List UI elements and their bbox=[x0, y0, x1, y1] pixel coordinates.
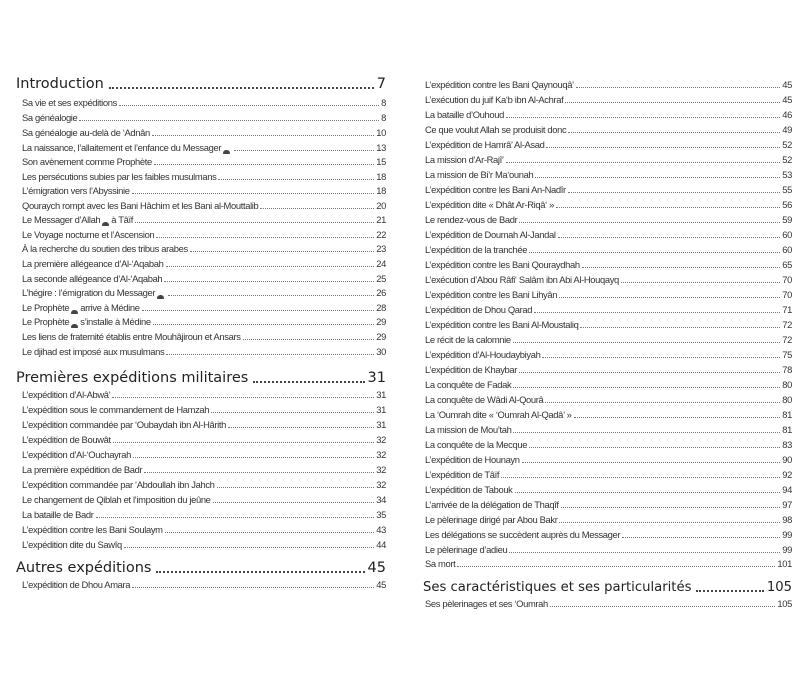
leader-dots bbox=[190, 251, 374, 252]
page-number: 32 bbox=[376, 479, 386, 490]
entry-title: La naissance, l’allaitement et l’enfance du Messager bbox=[22, 142, 222, 153]
toc-entry bbox=[22, 96, 386, 109]
leader-dots bbox=[556, 207, 780, 208]
entry-title: Sa généalogie au-delà de ‘Adnân bbox=[22, 127, 150, 138]
page-number: 52 bbox=[782, 154, 792, 165]
toc-entry bbox=[425, 213, 792, 226]
entry-title: Le changement de Qiblah et l’imposition du jeûne bbox=[22, 494, 211, 505]
page-number: 24 bbox=[376, 258, 386, 269]
entry-title: Le rendez-vous de Badr bbox=[425, 214, 518, 225]
salutation-icon bbox=[157, 295, 164, 299]
section-title: Ses caractéristiques et ses particularités bbox=[423, 580, 692, 595]
toc-entry bbox=[425, 138, 792, 151]
toc-entry bbox=[425, 243, 792, 256]
salutation-icon bbox=[102, 222, 109, 226]
leader-dots bbox=[559, 297, 780, 298]
entry-title: L’expédition d’Al-Houdaybiyah bbox=[425, 349, 541, 360]
page-number: 81 bbox=[782, 424, 792, 435]
toc-entry bbox=[22, 286, 386, 299]
toc-entry bbox=[22, 111, 386, 124]
leader-dots bbox=[135, 222, 374, 223]
page-number: 32 bbox=[376, 449, 386, 460]
toc-entry bbox=[425, 333, 792, 346]
page-number: 105 bbox=[766, 580, 792, 595]
toc-entry bbox=[425, 258, 792, 271]
toc-entry bbox=[425, 468, 792, 481]
leader-dots bbox=[218, 179, 374, 180]
page-number: 21 bbox=[376, 214, 386, 225]
salutation-icon bbox=[223, 150, 230, 154]
toc-entry bbox=[425, 438, 792, 451]
leader-dots bbox=[109, 87, 374, 89]
entry-title: La mission d’Ar-Rajî’ bbox=[425, 154, 504, 165]
entry-title: Le récit de la calomnie bbox=[425, 334, 511, 345]
toc-entry bbox=[22, 478, 386, 491]
page-number: 94 bbox=[782, 484, 792, 495]
entry-title: Qouraych rompt avec les Bani Hâchim et les Bani al-Mouttalib bbox=[22, 200, 259, 211]
leader-dots bbox=[519, 372, 780, 373]
leader-dots bbox=[519, 222, 780, 223]
page-number: 26 bbox=[376, 287, 386, 298]
entry-title: L’expédition contre les Bani Al-Moustaliq bbox=[425, 319, 579, 330]
toc-entry bbox=[22, 170, 386, 183]
entry-title: Le Voyage nocturne et l’Ascension bbox=[22, 229, 155, 240]
page-number: 99 bbox=[782, 529, 792, 540]
page-number: 29 bbox=[376, 331, 386, 342]
entry-title: L’expédition de Tabouk bbox=[425, 484, 513, 495]
toc-entry bbox=[22, 126, 386, 139]
salutation-icon bbox=[71, 310, 78, 314]
entry-title: Le pèlerinage dirigé par Abou Bakr bbox=[425, 514, 558, 525]
toc-entry bbox=[425, 393, 792, 406]
section-title: Introduction bbox=[16, 76, 104, 92]
page-number: 22 bbox=[376, 229, 386, 240]
leader-dots bbox=[529, 447, 780, 448]
page-number: 80 bbox=[782, 394, 792, 405]
entry-title-continued: arrive à Médine bbox=[80, 302, 140, 313]
toc-entry bbox=[22, 301, 386, 314]
toc-entry bbox=[22, 448, 386, 461]
leader-dots bbox=[156, 571, 364, 573]
leader-dots bbox=[253, 381, 364, 383]
page-number: 8 bbox=[381, 97, 386, 108]
entry-title: L’expédition de Dhou Qarad bbox=[425, 304, 533, 315]
toc-entry bbox=[22, 155, 386, 168]
page-number: 97 bbox=[782, 499, 792, 510]
leader-dots bbox=[545, 402, 780, 403]
page-number: 75 bbox=[782, 349, 792, 360]
leader-dots bbox=[513, 342, 781, 343]
entry-title: Ce que voulut Allah se produisit donc bbox=[425, 124, 567, 135]
page-number: 59 bbox=[782, 214, 792, 225]
entry-title: La seconde allégeance d’Al-‘Aqabah bbox=[22, 273, 163, 284]
leader-dots bbox=[112, 397, 374, 398]
leader-dots bbox=[96, 517, 375, 518]
toc-entry bbox=[22, 388, 386, 401]
page-number: 45 bbox=[782, 79, 792, 90]
page-number: 65 bbox=[782, 259, 792, 270]
toc-entry bbox=[425, 348, 792, 361]
leader-dots bbox=[513, 387, 780, 388]
toc-entry bbox=[425, 228, 792, 241]
leader-dots bbox=[558, 237, 781, 238]
page-number: 31 bbox=[376, 404, 386, 415]
leader-dots bbox=[568, 132, 780, 133]
leader-dots bbox=[622, 537, 780, 538]
entry-title: À la recherche du soutien des tribus arabes bbox=[22, 243, 188, 254]
leader-dots bbox=[546, 147, 780, 148]
page-number: 15 bbox=[376, 156, 386, 167]
leader-dots bbox=[166, 266, 375, 267]
toc-entry bbox=[22, 508, 386, 521]
leader-dots bbox=[156, 237, 374, 238]
page-number: 49 bbox=[782, 124, 792, 135]
toc-entry bbox=[425, 408, 792, 421]
leader-dots bbox=[550, 606, 776, 607]
entry-title: La conquête de Fadak bbox=[425, 379, 512, 390]
page-number: 98 bbox=[782, 514, 792, 525]
section-title: Premières expéditions militaires bbox=[16, 370, 249, 386]
toc-section bbox=[423, 578, 792, 597]
toc-entry bbox=[425, 273, 792, 286]
entry-title: Le djihad est imposé aux musulmans bbox=[22, 346, 165, 357]
leader-dots bbox=[580, 327, 780, 328]
page-number: 13 bbox=[376, 142, 386, 153]
page-number: 80 bbox=[782, 379, 792, 390]
page-number: 25 bbox=[376, 273, 386, 284]
page-number: 43 bbox=[376, 524, 386, 535]
entry-title: Sa vie et ses expéditions bbox=[22, 97, 117, 108]
entry-title: La conquête de Wâdi Al-Qourâ bbox=[425, 394, 544, 405]
salutation-icon bbox=[71, 324, 78, 328]
page-number: 31 bbox=[376, 389, 386, 400]
leader-dots bbox=[559, 522, 780, 523]
toc-entry bbox=[425, 498, 792, 511]
entry-title: Sa mort bbox=[425, 558, 456, 569]
entry-title: Ses pèlerinages et ses ‘Oumrah bbox=[425, 598, 548, 609]
leader-dots bbox=[513, 432, 780, 433]
leader-dots bbox=[534, 312, 780, 313]
toc-entry bbox=[22, 403, 386, 416]
toc-entry bbox=[425, 108, 792, 121]
toc-entry bbox=[425, 528, 792, 541]
toc-entry bbox=[22, 523, 386, 536]
page-number: 31 bbox=[376, 419, 386, 430]
entry-title: L’expédition d’Al-‘Ouchayrah bbox=[22, 449, 132, 460]
entry-title: La bataille de Badr bbox=[22, 509, 94, 520]
entry-title: Les délégations se succèdent auprès du Messager bbox=[425, 529, 621, 540]
entry-title: L’expédition contre les Bani Qaynouqâ’ bbox=[425, 79, 574, 90]
leader-dots bbox=[568, 192, 780, 193]
entry-title: Les persécutions subies par les faibles musulmans bbox=[22, 171, 217, 182]
page-number: 71 bbox=[782, 304, 792, 315]
page-number: 28 bbox=[376, 302, 386, 313]
toc-entry bbox=[22, 141, 386, 154]
entry-title: Son avènement comme Prophète bbox=[22, 156, 152, 167]
entry-title: L’expédition contre les Bani An-Nadîr bbox=[425, 184, 566, 195]
toc-entry bbox=[425, 303, 792, 316]
leader-dots bbox=[154, 164, 374, 165]
entry-title: Le Prophète bbox=[22, 302, 70, 313]
leader-dots bbox=[506, 162, 781, 163]
page-number: 45 bbox=[782, 94, 792, 105]
entry-title: Le Messager d’Allah bbox=[22, 214, 101, 225]
leader-dots bbox=[574, 417, 781, 418]
toc-entry bbox=[425, 597, 792, 610]
entry-title: Sa généalogie bbox=[22, 112, 78, 123]
leader-dots bbox=[152, 135, 374, 136]
page-number: 52 bbox=[782, 139, 792, 150]
page-number: 44 bbox=[376, 539, 386, 550]
page-number: 55 bbox=[782, 184, 792, 195]
leader-dots bbox=[132, 587, 374, 588]
toc-entry bbox=[425, 318, 792, 331]
leader-dots bbox=[260, 208, 374, 209]
page-number: 92 bbox=[782, 469, 792, 480]
entry-title: L’expédition d’Al-Abwâ’ bbox=[22, 389, 111, 400]
entry-title: L’expédition commandée par ‘Abdoullah ibn Jahch bbox=[22, 479, 215, 490]
leader-dots bbox=[582, 267, 781, 268]
leader-dots bbox=[124, 547, 374, 548]
entry-title: L’expédition contre les Bani Qouraydhah bbox=[425, 259, 580, 270]
leader-dots bbox=[165, 532, 375, 533]
entry-title: L’émigration vers l’Abyssinie bbox=[22, 185, 130, 196]
entry-title: La conquête de la Mecque bbox=[425, 439, 528, 450]
page-number: 70 bbox=[782, 274, 792, 285]
toc-entry bbox=[425, 483, 792, 496]
toc-entry bbox=[22, 242, 386, 255]
entry-title: L’exécution d’Abou Râfi‘ Salâm ibn Abi Al-Houqayq bbox=[425, 274, 619, 285]
page-number: 45 bbox=[376, 579, 386, 590]
leader-dots bbox=[522, 462, 781, 463]
entry-title: L’expédition de Dhou Amara bbox=[22, 579, 131, 590]
leader-dots bbox=[501, 477, 780, 478]
toc-entry bbox=[425, 453, 792, 466]
entry-title: L’expédition contre les Bani Lihyân bbox=[425, 289, 558, 300]
page-number: 60 bbox=[782, 244, 792, 255]
entry-title: L’expédition de Khaybar bbox=[425, 364, 518, 375]
toc-entry bbox=[425, 378, 792, 391]
page-number: 32 bbox=[376, 464, 386, 475]
leader-dots bbox=[535, 177, 780, 178]
toc-entry bbox=[425, 78, 792, 91]
leader-dots bbox=[515, 492, 781, 493]
toc-entry bbox=[425, 288, 792, 301]
toc-entry bbox=[425, 363, 792, 376]
entry-title: L’expédition de Doumah Al-Jandal bbox=[425, 229, 556, 240]
leader-dots bbox=[217, 487, 375, 488]
page-number: 29 bbox=[376, 316, 386, 327]
page-number: 18 bbox=[376, 171, 386, 182]
leader-dots bbox=[529, 252, 780, 253]
page-number: 72 bbox=[782, 334, 792, 345]
leader-dots bbox=[542, 357, 780, 358]
toc-section bbox=[16, 369, 386, 388]
page-number: 23 bbox=[376, 243, 386, 254]
entry-title: L’expédition dite du Sawîq bbox=[22, 539, 122, 550]
leader-dots bbox=[506, 117, 780, 118]
page-number: 99 bbox=[782, 544, 792, 555]
page-number: 70 bbox=[782, 289, 792, 300]
page-number: 8 bbox=[381, 112, 386, 123]
toc-entry bbox=[22, 228, 386, 241]
toc-entry bbox=[22, 418, 386, 431]
leader-dots bbox=[509, 552, 780, 553]
entry-title: L’expédition de Hounayn bbox=[425, 454, 520, 465]
toc-entry bbox=[425, 168, 792, 181]
toc-entry bbox=[425, 183, 792, 196]
leader-dots bbox=[561, 507, 781, 508]
entry-title: Le pèlerinage d’adieu bbox=[425, 544, 508, 555]
leader-dots bbox=[119, 105, 379, 106]
page-number: 101 bbox=[777, 558, 792, 569]
toc-entry bbox=[22, 578, 386, 591]
page-number: 90 bbox=[782, 454, 792, 465]
leader-dots bbox=[133, 457, 374, 458]
entry-title: L’expédition dite « Dhât Ar-Riqâ‘ » bbox=[425, 199, 554, 210]
leader-dots bbox=[144, 472, 374, 473]
page-number: 45 bbox=[367, 560, 386, 576]
entry-title: L’hégire : l’émigration du Messager bbox=[22, 287, 156, 298]
page-number: 35 bbox=[376, 509, 386, 520]
leader-dots bbox=[213, 502, 375, 503]
page-number: 60 bbox=[782, 229, 792, 240]
entry-title: L’expédition de la tranchée bbox=[425, 244, 528, 255]
toc-entry bbox=[22, 213, 386, 226]
page-number: 56 bbox=[782, 199, 792, 210]
page-number: 46 bbox=[782, 109, 792, 120]
toc-entry bbox=[22, 345, 386, 358]
toc-entry bbox=[22, 257, 386, 270]
toc-entry bbox=[22, 315, 386, 328]
page-number: 31 bbox=[367, 370, 386, 386]
toc-entry bbox=[425, 123, 792, 136]
leader-dots bbox=[243, 339, 375, 340]
leader-dots bbox=[621, 282, 780, 283]
entry-title: L’arrivée de la délégation de Thaqîf bbox=[425, 499, 559, 510]
entry-title: La bataille d’Ouhoud bbox=[425, 109, 505, 120]
page-number: 10 bbox=[376, 127, 386, 138]
page-number: 30 bbox=[376, 346, 386, 357]
page-number: 78 bbox=[782, 364, 792, 375]
leader-dots bbox=[113, 442, 375, 443]
leader-dots bbox=[696, 590, 763, 592]
toc-entry bbox=[22, 272, 386, 285]
entry-title: La mission de Bi’r Ma‘ounah bbox=[425, 169, 534, 180]
leader-dots bbox=[153, 324, 375, 325]
page-number: 81 bbox=[782, 409, 792, 420]
leader-dots bbox=[565, 102, 780, 103]
toc-entry bbox=[425, 198, 792, 211]
entry-title: La première expédition de Badr bbox=[22, 464, 143, 475]
entry-title: L’expédition de Tâïf bbox=[425, 469, 500, 480]
leader-dots bbox=[234, 150, 374, 151]
leader-dots bbox=[211, 412, 374, 413]
page-number: 83 bbox=[782, 439, 792, 450]
leader-dots bbox=[228, 427, 374, 428]
page-number: 7 bbox=[376, 76, 386, 92]
page-number: 20 bbox=[376, 200, 386, 211]
toc-entry bbox=[425, 557, 792, 570]
leader-dots bbox=[164, 281, 374, 282]
page-number: 32 bbox=[376, 434, 386, 445]
toc-entry bbox=[425, 543, 792, 556]
page-number: 18 bbox=[376, 185, 386, 196]
entry-title: L’expédition commandée par ‘Oubaydah ibn Al-Hârith bbox=[22, 419, 226, 430]
entry-title: L’exécution du juif Ka‘b ibn Al-Achraf bbox=[425, 94, 564, 105]
toc-entry bbox=[22, 199, 386, 212]
toc-section bbox=[16, 75, 386, 94]
leader-dots bbox=[79, 120, 379, 121]
entry-title: La ‘Oumrah dite « ‘Oumrah Al-Qadâ’ » bbox=[425, 409, 572, 420]
entry-title: Les liens de fraternité établis entre Mouhâjiroun et Ansars bbox=[22, 331, 241, 342]
toc-entry bbox=[22, 493, 386, 506]
entry-title: Le Prophète bbox=[22, 316, 70, 327]
entry-title-continued: s’installe à Médine bbox=[80, 316, 151, 327]
toc-entry bbox=[22, 538, 386, 551]
toc-entry bbox=[22, 330, 386, 343]
toc-entry bbox=[22, 463, 386, 476]
entry-title-continued: à Tâïf bbox=[111, 214, 133, 225]
leader-dots bbox=[166, 354, 374, 355]
page-number: 53 bbox=[782, 169, 792, 180]
entry-title: La mission de Mou’tah bbox=[425, 424, 512, 435]
leader-dots bbox=[132, 193, 375, 194]
toc-entry bbox=[425, 423, 792, 436]
leader-dots bbox=[142, 310, 375, 311]
leader-dots bbox=[576, 87, 780, 88]
page-number: 72 bbox=[782, 319, 792, 330]
entry-title: La première allégeance d’Al-‘Aqabah bbox=[22, 258, 164, 269]
entry-title: L’expédition de Bouwât bbox=[22, 434, 111, 445]
toc-entry bbox=[22, 433, 386, 446]
toc-entry bbox=[425, 513, 792, 526]
toc-entry bbox=[22, 184, 386, 197]
leader-dots bbox=[457, 566, 775, 567]
toc-section bbox=[16, 559, 386, 578]
leader-dots bbox=[168, 295, 374, 296]
page-number: 105 bbox=[777, 598, 792, 609]
toc-entry bbox=[425, 93, 792, 106]
entry-title: L’expédition de Hamrâ’ Al-Asad bbox=[425, 139, 545, 150]
section-title: Autres expéditions bbox=[16, 560, 152, 576]
toc-entry bbox=[425, 153, 792, 166]
entry-title: L’expédition sous le commandement de Hamzah bbox=[22, 404, 210, 415]
entry-title: L’expédition contre les Bani Soulaym bbox=[22, 524, 163, 535]
page-number: 34 bbox=[376, 494, 386, 505]
